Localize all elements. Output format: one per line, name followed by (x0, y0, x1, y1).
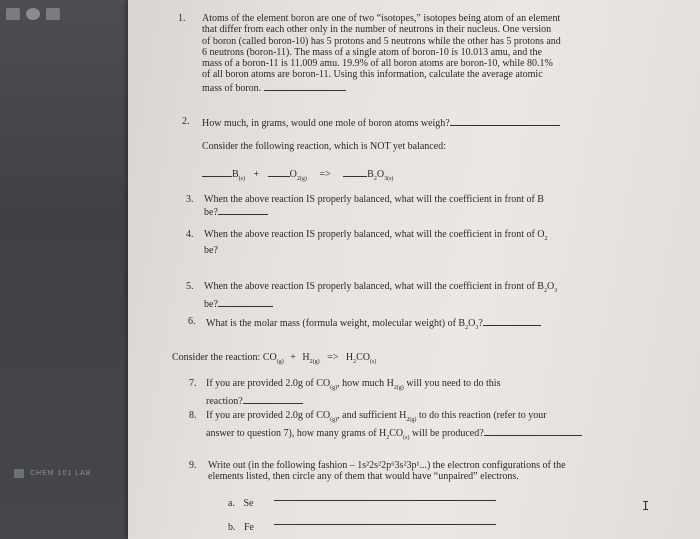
q8-number: 8. (189, 410, 197, 421)
question-6: What is the molar mass (formula weight, molecular weight) of $B_2O_3$? (206, 316, 541, 334)
q5-line2 (204, 297, 684, 310)
question-3 (204, 194, 674, 219)
q4-line1: When the above reaction IS properly balanced, what will the coefficient in front of $O_2$ (204, 229, 548, 242)
text-cursor-icon: I (642, 499, 650, 513)
q9-line1: Write out (in the following fashion – 1s²2s²2p⁶3s²3p¹...) the electron configurations of the (208, 460, 566, 471)
q1-line: of all boron atoms are boron-11. Using this information, calculate the average atomic (202, 69, 543, 81)
q5-number: 5. (186, 281, 194, 292)
question-8 (206, 410, 686, 445)
q2-answer-blank[interactable] (450, 116, 560, 126)
q8-c: to do this reaction (refer to your (416, 410, 547, 421)
item-symbol: Fe (244, 522, 254, 533)
q8-e: CO (389, 428, 404, 440)
question-5 (204, 281, 684, 311)
q1-line (202, 81, 692, 94)
q7-a: If you are provided 2.0g of CO (206, 378, 331, 389)
reaction-arrow: => (319, 169, 331, 180)
q2-number: 2. (182, 116, 190, 127)
q9-number: 9. (189, 460, 197, 471)
q1-line: of boron (called boron-10) has 5 protons and 5 neutrons while the other has 5 protons and (202, 35, 561, 47)
reaction-1: $B_{(s)} + O_{2(g)} => B_2O_{3(s)}$ (202, 167, 482, 185)
document-icon (14, 469, 24, 478)
q9b-answer-blank[interactable] (274, 515, 496, 525)
q7-answer-blank[interactable] (243, 394, 303, 404)
q1-last-text: mass of boron. (202, 82, 262, 94)
q8-line1: If you are provided 2.0g of $CO_{(g)}$, and sufficient $H_{2(g)}$ to do this reaction (refer to your (206, 410, 547, 423)
reaction-2: Consider the reaction: $CO_{(g)} + H_{2(g)} => H_2CO_{(s)}$ (172, 352, 377, 365)
q8-f: will be produced? (409, 428, 484, 440)
sidebar-label: CHEM 101 LAB (30, 470, 92, 477)
q4-be: be? (204, 245, 218, 257)
q5-be: be? (204, 299, 218, 311)
item-letter: b. (228, 522, 236, 533)
reaction-intro: Consider the following reaction, which is NOT yet balanced: (202, 141, 446, 152)
q1-line: Atoms of the element boron are one of two “isotopes,” isotopes being atom of an element (202, 13, 561, 24)
q3-answer-blank[interactable] (218, 205, 268, 215)
q5-answer-blank[interactable] (218, 297, 273, 307)
toolbar-icons (6, 8, 60, 20)
question-7 (206, 378, 676, 408)
plus-sign-2: + (290, 352, 296, 363)
sidebar (0, 0, 130, 539)
q7-number: 7. (189, 378, 197, 389)
q3-be: be? (204, 207, 218, 219)
coef-blank-b2o3[interactable] (343, 167, 367, 177)
page-icon[interactable] (46, 8, 60, 20)
q1-line: 6 neutrons (boron-11). The mass of a single atom of boron-10 is 10.013 amu, and the (202, 46, 542, 58)
q8-d: answer to question 7), how many grams of H (206, 428, 387, 440)
q8-line2: answer to question 7), how many grams of $H_2CO_{(s)}$ will be produced? (206, 426, 686, 444)
circle-icon[interactable] (26, 8, 40, 20)
coef-blank-o2[interactable] (268, 167, 290, 177)
q6-number: 6. (188, 316, 196, 327)
q1-answer-blank[interactable] (264, 81, 346, 91)
q3-number: 3. (186, 194, 194, 205)
item-letter: a. (228, 498, 235, 509)
question-1 (202, 13, 692, 94)
q8-b: , and sufficient H (337, 410, 407, 421)
q3-line2 (204, 205, 674, 218)
q2-text: How much, in grams, would one mole of boron atoms weigh? (202, 118, 450, 129)
q7-b: , how much H (337, 378, 394, 389)
reaction2-arrow: => (327, 352, 339, 363)
q8-answer-blank[interactable] (484, 426, 582, 436)
q1-line: that differ from each other only in the number of neutrons in their nucleus. One version (202, 24, 552, 36)
q3-line1: When the above reaction IS properly balanced, what will the coefficient in front of B (204, 194, 544, 205)
q6-text: What is the molar mass (formula weight, molecular weight) of B (206, 318, 466, 329)
q8-a: If you are provided 2.0g of CO (206, 410, 331, 421)
q7-line2 (206, 394, 676, 407)
q1-number: 1. (178, 13, 186, 24)
q4-number: 4. (186, 229, 194, 240)
q7-reaction: reaction? (206, 396, 243, 408)
q9-item-a (228, 498, 253, 509)
q9-item-b (228, 522, 254, 533)
plus-sign: + (253, 169, 260, 180)
q7-line1: If you are provided 2.0g of $CO_{(g)}$, how much $H_{2(g)}$ will you need to do this (206, 378, 501, 391)
question-9 (208, 460, 693, 483)
window-icon[interactable] (6, 8, 20, 20)
question-2 (202, 116, 560, 129)
item-symbol: Se (243, 498, 254, 509)
q4-text: When the above reaction IS properly balanced, what will the coefficient in front of O (204, 229, 545, 240)
q5-text: When the above reaction IS properly balanced, what will the coefficient in front of B (204, 281, 544, 292)
q5-line1: When the above reaction IS properly balanced, what will the coefficient in front of $B_2O_3$ (204, 281, 558, 294)
q1-line: mass of a boron-11 is 11.009 amu. 19.9% of all boron atoms are boron-10, while 80.1% (202, 58, 553, 70)
q6-answer-blank[interactable] (483, 316, 541, 326)
worksheet (128, 0, 700, 539)
question-4 (204, 229, 684, 257)
reaction2-intro: Consider the reaction: (172, 352, 261, 363)
q9-line2: elements listed, then circle any of them that would have “unpaired” electrons. (208, 471, 519, 483)
q7-c: will you need to do this (403, 378, 501, 389)
coef-blank-b[interactable] (202, 167, 232, 177)
q9a-answer-blank[interactable] (274, 491, 496, 501)
